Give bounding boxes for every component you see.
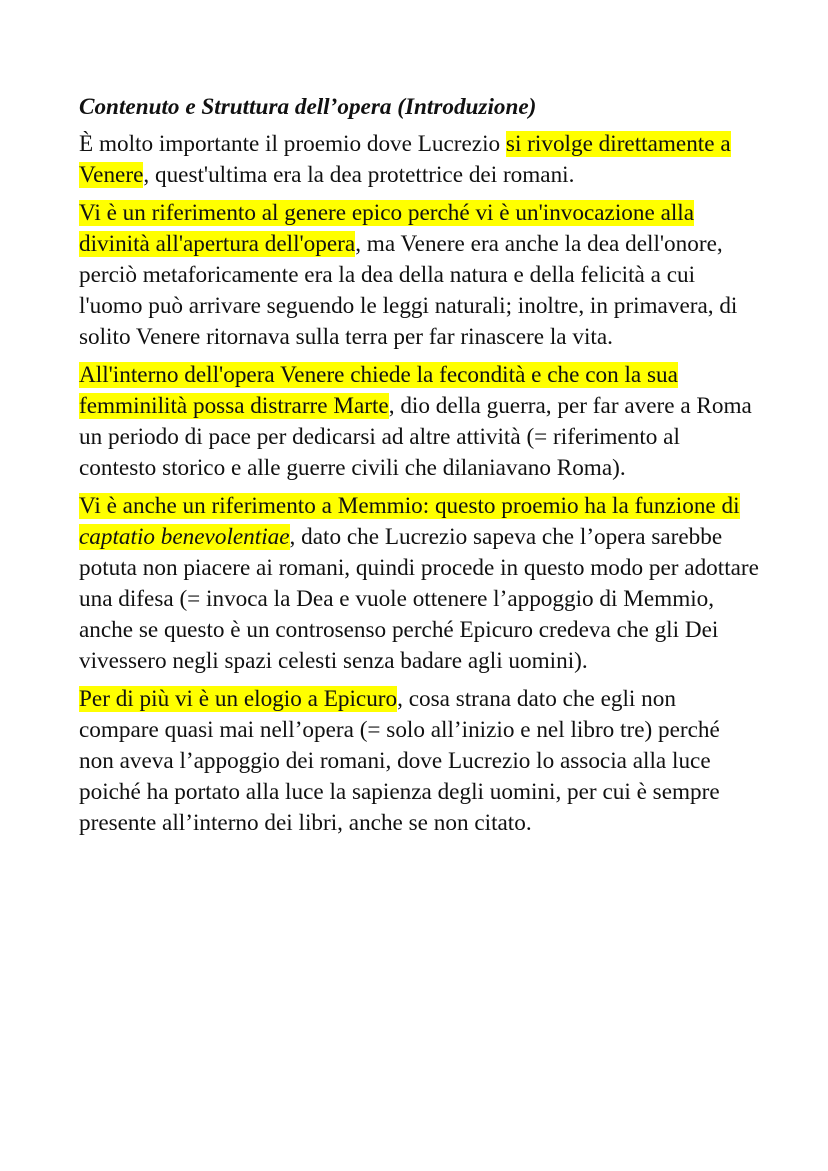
paragraph-genere-epico bbox=[79, 198, 759, 353]
paragraph-text: , quest'ultima era la dea protettrice dei romani. bbox=[143, 162, 575, 188]
paragraph-text: , dio della guerra, per far avere a Roma un periodo di pace per dedicarsi ad altre attività (= riferimento al contesto storico e alle guerre civili che dilaniavano Roma). bbox=[79, 393, 752, 481]
highlighted-text: All'interno dell'opera Venere chiede la fecondità e che con la sua femminilità possa distrarre Marte bbox=[79, 362, 678, 419]
paragraph-text: , dato che Lucrezio sapeva che l’opera sarebbe potuta non piacere ai romani, quindi procede in questo modo per adottare una difesa (= invoca la Dea e vuole ottenere l’appoggio di Memmio, anche se questo è un controsenso perché Epicuro credeva che gli Dei vivessero negli spazi celesti senza badare agli uomini). bbox=[79, 524, 759, 674]
highlighted-text: si rivolge direttamente a Venere bbox=[79, 131, 731, 188]
paragraph-memmio bbox=[79, 491, 759, 677]
document-page bbox=[79, 92, 759, 846]
paragraph-text: È molto importante il proemio dove Lucrezio bbox=[79, 131, 506, 157]
paragraph-venere-marte bbox=[79, 360, 759, 484]
paragraph-epicuro bbox=[79, 684, 759, 839]
highlighted-text: Vi è anche un riferimento a Memmio: questo proemio ha la funzione di bbox=[79, 493, 740, 519]
paragraph-proemio bbox=[79, 129, 759, 191]
paragraph-text: , cosa strana dato che egli non compare quasi mai nell’opera (= solo all’inizio e nel libro tre) perché non aveva l’appoggio dei romani, dove Lucrezio lo associa alla luce poiché ha portato alla luce la sapienza degli uomini, per cui è sempre presente all’interno dei libri, anche se non citato. bbox=[79, 686, 720, 836]
document-title: Contenuto e Struttura dell’opera (Introduzione) bbox=[79, 94, 537, 120]
highlighted-text: Per di più vi è un elogio a Epicuro bbox=[79, 686, 398, 712]
highlighted-text: Vi è un riferimento al genere epico perché vi è un'invocazione alla divinità all'apertura dell'opera bbox=[79, 200, 695, 257]
paragraph-text: , ma Venere era anche la dea dell'onore, perciò metaforicamente era la dea della natura e della felicità a cui l'uomo può arrivare seguendo le leggi naturali; inoltre, in primavera, di solito Venere ritornava sulla terra per far rinascere la vita. bbox=[79, 231, 738, 350]
highlighted-italic-text: captatio benevolentiae bbox=[79, 524, 290, 550]
